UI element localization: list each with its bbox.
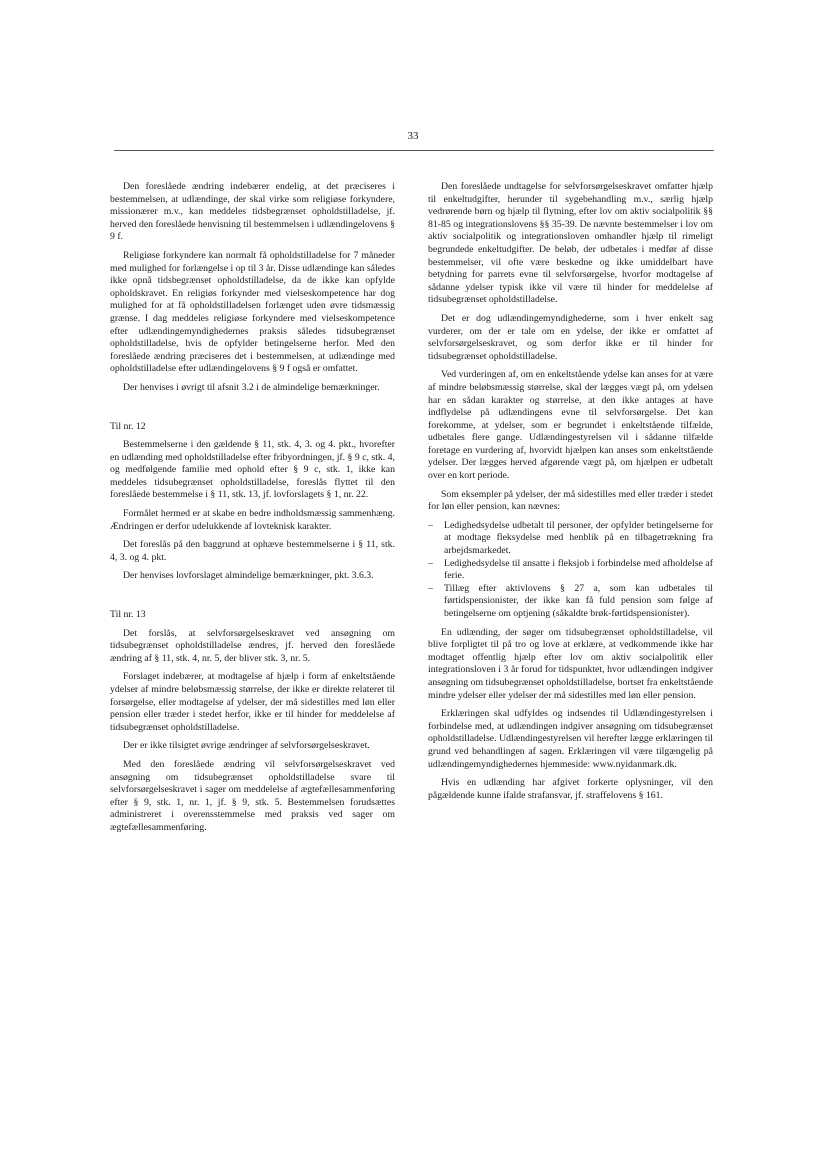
paragraph: Hvis en udlænding har afgivet forkerte oplysninger, vil den pågældende kunne ifalde strafansvar, jf. straffelovens § 161. bbox=[428, 777, 713, 801]
paragraph: Erklæringen skal udfyldes og indsendes til Udlændingestyrelsen i forbindelse med, at udlændingen indgiver ansøgning om tidsubegrænset opholdstilladelse. Udlændingestyrelsen vil herefter lægge erklæringen til grund ved behandlingen af sagen. Erklæringen vil være tilgængelig på udlændingemyndighedernes hjemmeside: www.nyidanmark.dk. bbox=[428, 708, 713, 770]
left-column bbox=[110, 181, 395, 841]
section-heading-nr-12: Til nr. 12 bbox=[110, 420, 146, 432]
paragraph: Religiøse forkyndere kan normalt få opholdstilladelse for 7 måneder med mulighed for forlængelse i op til 3 år. Disse udlændinge kan således ikke opnå tidsbegrænset opholdstilladelse, da de ikke kan opfylde opholdskravet. En religiøs forkynder med vielseskompetence har dog mulighed for at få opholdstilladelsen forlænget uden øvre tidsmæssig grænse. I dag meddeles religiøse forkyndere med vielseskompetence efter udlændingemyndighedernes praksis således tidsubegrænset opholdstilladelse, hvis de opfylder betingelserne herfor. Med den foreslåede ændring præciseres det i bestemmelsen, at udlændinge med opholdstilladelse efter udlændingelovens § 9 f også er omfattet. bbox=[110, 249, 395, 375]
page-number: 33 bbox=[407, 130, 419, 142]
paragraph: Forslaget indebærer, at modtagelse af hjælp i form af enkeltstående ydelser af mindre beløbsmæssig størrelse, der ikke er direkte relateret til forsørgelse, eller modtagelse af ydelser, der må sidestilles med løn eller pension eller træder i stedet herfor, ikke er til hinder for meddelelse af tidsubegrænset opholdstilladelse. bbox=[110, 671, 395, 733]
list-item: – Ledighedsydelse udbetalt til personer, der opfylder betingelserne for at modtage fleksydelse med henblik på en tilbagetrækning fra arbejdsmarkedet. bbox=[428, 520, 713, 558]
paragraph: Ved vurderingen af, om en enkeltstående ydelse kan anses for at være af mindre beløbsmæssig størrelse, skal der lægges vægt på, om ydelsen har en sådan karakter og størrelse, at den ikke antages at have indflydelse på udlændingens evne til selvforsørgelse. Det kan forekomme, at ydelser, som er begrundet i enkeltstående tilfælde, udbetales flere gange. Udlændingestyrelsen vil i sådanne tilfælde foretage en vurdering af, hvorvidt hjælpen kan anses som enkeltstående ydelser. Der lægges herved afgørende vægt på, om hjælpen er udbetalt over en kort periode. bbox=[428, 369, 713, 482]
paragraph: Den foreslåede ændring indebærer endelig, at det præciseres i bestemmelsen, at udlændinge, der skal virke som religiøse forkyndere, missionærer m.v., kan meddeles tidsbegrænset opholdstilladelse, jf. herved den foreslåede henvisning til bestemmelsen i udlændingelovens § 9 f. bbox=[110, 181, 395, 243]
paragraph: Det forslås, at selvforsørgelseskravet ved ansøgning om tidsubegrænset opholdstilladelse ændres, jf. herved den foreslåede ændring af § 11, stk. 4, nr. 5, der bliver stk. 3, nr. 5. bbox=[110, 627, 395, 664]
list-item: – Tillæg efter aktivlovens § 27 a, som kan udbetales til førtidspensionister, der ikke kan få fuld pension som følge af betingelserne om optjening (såkaldte brøk-førtidspensionister). bbox=[428, 583, 713, 621]
list-item: – Ledighedsydelse til ansatte i fleksjob i forbindelse med afholdelse af ferie. bbox=[428, 558, 713, 583]
paragraph: Det er dog udlændingemyndighederne, som i hver enkelt sag vurderer, om der er tale om en ydelse, der ikke er omfattet af selvforsørgelseskravet, og som derfor ikke er til hinder for tidsubegrænset opholdstilladelse. bbox=[428, 312, 713, 362]
paragraph: Formålet hermed er at skabe en bedre indholdsmæssig sammenhæng. Ændringen er derfor udelukkende af lovteknisk karakter. bbox=[110, 508, 395, 532]
paragraph: Med den foreslåede ændring vil selvforsørgelseskravet ved ansøgning om tidsubegrænset opholdstilladelse svare til selvforsørgelseskravet i sager om meddelelse af ægtefællesammenføring efter § 9, stk. 1, nr. 1, jf. § 9, stk. 5. Bestemmelsen forudsættes administreret i overensstemmelse med praksis ved sager om ægtefællesammenføring. bbox=[110, 758, 395, 833]
paragraph: Det foreslås på den baggrund at ophæve bestemmelserne i § 11, stk. 4, 3. og 4. pkt. bbox=[110, 539, 395, 563]
paragraph: Som eksempler på ydelser, der må sidestilles med eller træder i stedet for løn eller pension, kan nævnes: bbox=[428, 488, 713, 513]
paragraph: Der er ikke tilsigtet øvrige ændringer af selvforsørgelseskravet. bbox=[123, 740, 370, 752]
section-heading-nr-13: Til nr. 13 bbox=[110, 609, 146, 621]
header-rule bbox=[114, 150, 714, 151]
paragraph: Der henvises lovforslaget almindelige bemærkninger, pkt. 3.6.3. bbox=[123, 570, 374, 582]
paragraph: Der henvises i øvrigt til afsnit 3.2 i de almindelige bemærkninger. bbox=[123, 381, 380, 393]
right-column bbox=[428, 181, 713, 808]
paragraph: En udlænding, der søger om tidsubegrænset opholdstilladelse, vil blive forpligtet til på tro og love at erklære, at vedkommende ikke har modtaget offentlig hjælp efter lov om aktiv socialpolitik eller integrationsloven i 3 år forud for tidspunktet, hvor udlændingen indgiver ansøgning om tidsubegrænset opholdstilladelse, bortset fra enkeltstående mindre ydelser eller ydelser der må sidestilles med løn eller pension. bbox=[428, 626, 713, 701]
example-list bbox=[428, 520, 713, 621]
paragraph: Den foreslåede undtagelse for selvforsørgelseskravet omfatter hjælp til enkeltudgifter, herunder til sygebehandling m.v., særlig hjælp vedrørende børn og hjælp til flytning, efter lov om aktiv socialpolitik §§ 81-85 og integrationslovens §§ 35-39. De nævnte bestemmelser i lov om aktiv socialpolitik og integrationsloven omhandler hjælp til rimeligt begrundede enkeltudgifter. De beløb, der udbetales i medfør af disse bestemmelser, vil ofte være beskedne og ikke umiddelbart have betydning for parrets evne til selvforsørgelse, hvorfor modtagelse af sådanne ydelser typisk ikke vil være til hinder for meddelelse af tidsubegrænset opholdstilladelse. bbox=[428, 181, 713, 306]
paragraph: Bestemmelserne i den gældende § 11, stk. 4, 3. og 4. pkt., hvorefter en udlænding med opholdstilladelse efter fribyordningen, jf. § 9 c, stk. 4, og medfølgende familie med ophold efter § 9 c, stk. 1, ikke kan meddeles tidsubegrænset opholdstilladelse, foreslås flyttet til den foreslåede bestemmelse i § 11, stk. 13, jf. lovforslagets § 1, nr. 22. bbox=[110, 439, 395, 501]
